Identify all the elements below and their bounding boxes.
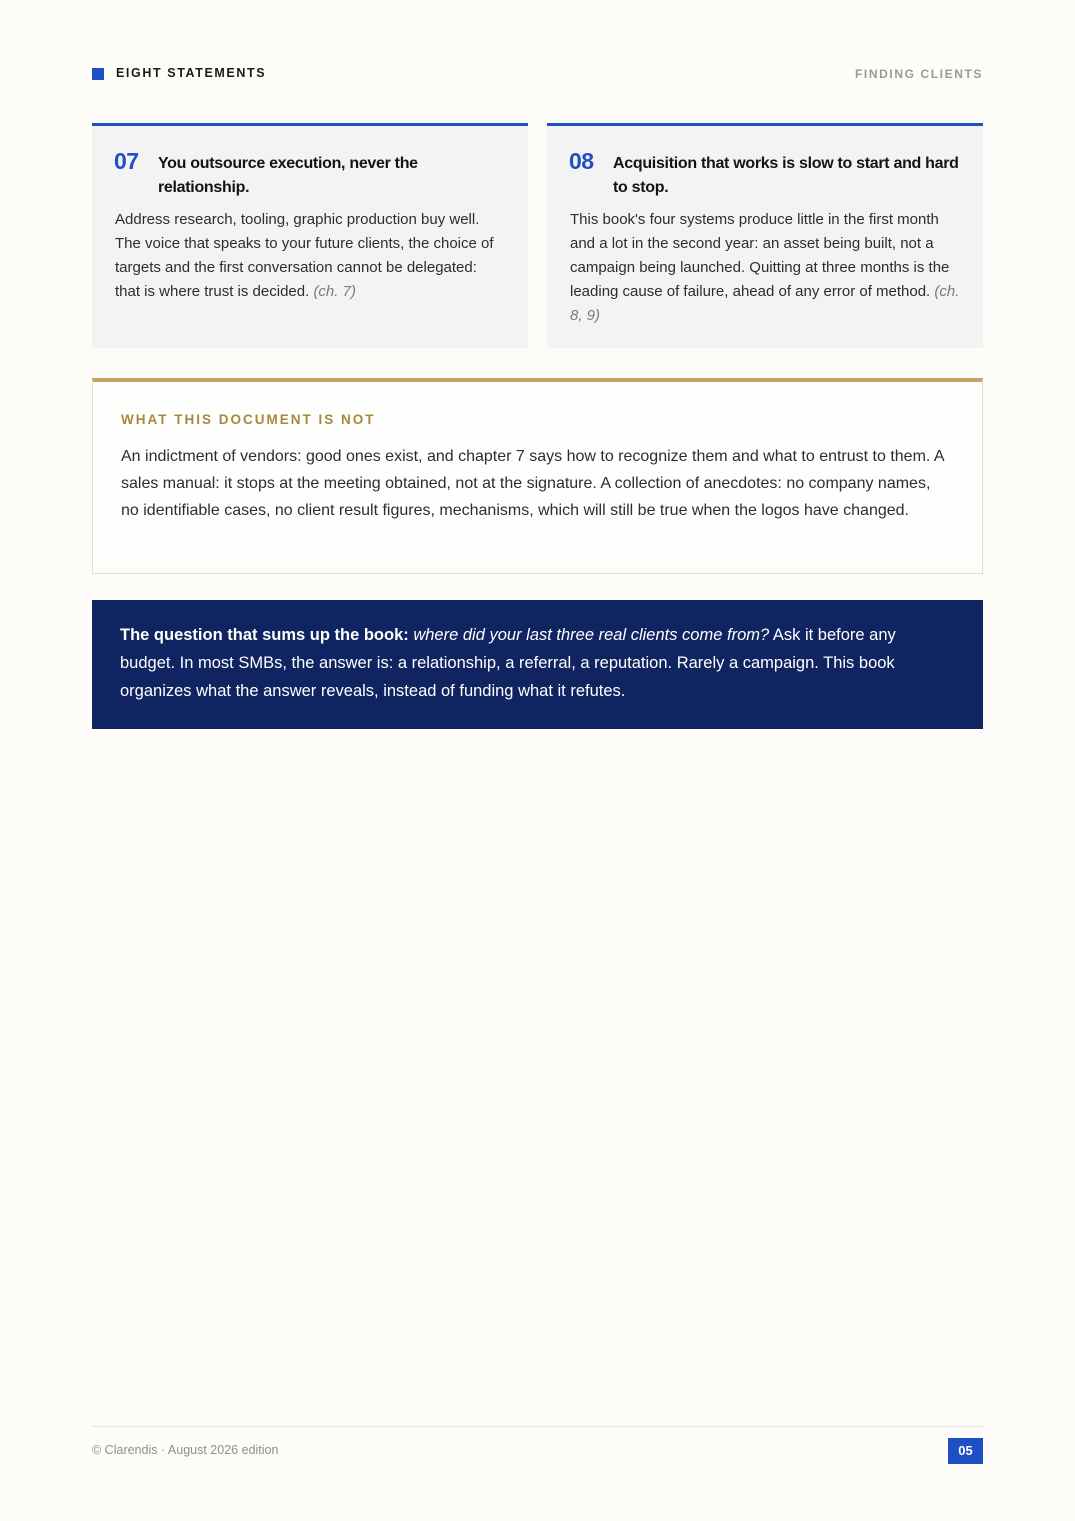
page-header (92, 66, 983, 84)
chapter-reference: (ch. 8, 9) (570, 283, 960, 324)
statement-body-text: This book's four systems produce little in the first month and a lot in the second year: an asset being built, not a campaign being launched. Quitting at three months is the leading cause of failure, ahead of any error of method. (570, 211, 950, 300)
statement-title: Acquisition that works is slow to start and hard to stop. (613, 155, 959, 196)
statement-card-08 (547, 123, 983, 348)
what-this-document-is-not-box (92, 378, 983, 574)
statement-body (570, 208, 961, 328)
footer-copyright: © Clarendis · August 2026 edition (92, 1443, 279, 1457)
statement-title: You outsource execution, never the relationship. (158, 155, 418, 196)
running-title: FINDING CLIENTS (855, 67, 983, 81)
key-question-text (120, 621, 949, 705)
section-label: EIGHT STATEMENTS (116, 66, 267, 80)
key-question: where did your last three real clients come from? (413, 626, 770, 644)
section-marker-square (92, 68, 104, 80)
statement-number: 07 (114, 148, 139, 174)
statement-number: 08 (569, 148, 594, 174)
key-question-callout (92, 600, 983, 729)
footer-divider (92, 1426, 983, 1427)
not-box-body: An indictment of vendors: good ones exist, and chapter 7 says how to recognize them and what to entrust to them. A sales manual: it stops at the meeting obtained, not at the signature. A collection of anecdotes: no company names, no identifiable cases, no client result figures, mechanisms, which will still be true when the logos have changed. (121, 448, 944, 519)
chapter-reference: (ch. 7) (313, 283, 356, 300)
not-box-heading: WHAT THIS DOCUMENT IS NOT (121, 412, 376, 427)
statement-body-text: Address research, tooling, graphic production buy well. The voice that speaks to your future clients, the choice of targets and the first conversation cannot be delegated: that is where trust is decided. (115, 211, 494, 300)
statement-body (115, 208, 506, 304)
key-question-lead: The question that sums up the book: (120, 626, 409, 644)
key-question-explanation: Ask it before any budget. In most SMBs, the answer is: a relationship, a referral, a reputation. Rarely a campaign. This book organizes what the answer reveals, instead of funding what it refutes. (120, 626, 896, 700)
page-number-badge: 05 (948, 1438, 983, 1464)
statement-card-07 (92, 123, 528, 348)
